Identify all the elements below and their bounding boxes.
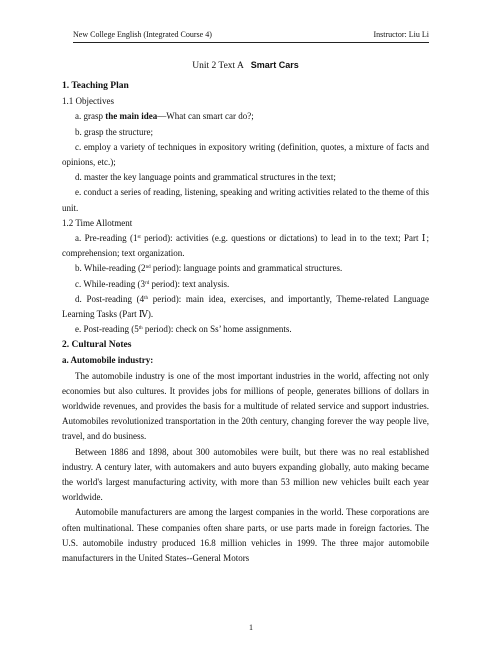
objective-b: b. grasp the structure;: [75, 126, 153, 137]
time-c: [62, 277, 429, 292]
time-a-prefix: a. Pre-reading (1: [75, 233, 138, 244]
section-heading-cultural-notes: 2. Cultural Notes: [62, 340, 132, 351]
unit-label: Unit 2 Text A: [192, 61, 244, 71]
time-b-prefix: b. While-reading (2: [75, 263, 146, 274]
objective-a: [62, 109, 429, 124]
time-b-suffix: period): language points and grammatical structures.: [150, 263, 343, 274]
time-d-prefix: d. Post-reading (4: [75, 293, 145, 304]
time-d-sup: th: [144, 295, 149, 301]
objective-e: e. conduct a series of reading, listening, speaking and writing activities related to the theme of this unit.: [62, 187, 429, 213]
time-e-prefix: e. Post-reading (5: [75, 324, 139, 335]
objective-a-suffix: —What can smart car do?;: [157, 111, 254, 122]
subheading-automobile-industry: a. Automobile industry:: [62, 355, 154, 366]
time-c-sup: rd: [145, 280, 150, 286]
page-number: 1: [249, 623, 253, 632]
time-b: [62, 261, 429, 276]
time-a: [62, 231, 429, 261]
objective-a-prefix: a. grasp: [75, 111, 106, 122]
time-e-suffix: period): check on Ss’ home assignments.: [142, 324, 292, 335]
time-d: [62, 292, 429, 322]
header-course-title: New College English (Integrated Course 4): [73, 30, 212, 39]
time-b-sup: nd: [145, 265, 151, 271]
time-a-sup: st: [137, 235, 141, 241]
objective-a-bold: the main idea: [105, 111, 158, 122]
section-heading-teaching-plan: 1. Teaching Plan: [62, 81, 129, 92]
paragraph-2: Between 1886 and 1898, about 300 automobiles were built, but there was no real established industry. A century later, with automakers and auto buyers expanding globally, auto making became the world's largest manufacturing activity, with more than 53 million new vehicles built each year worldwide.: [62, 446, 429, 503]
objective-c: c. employ a variety of techniques in expository writing (definition, quotes, a mixture of facts and opinions, etc.);: [62, 141, 429, 168]
time-c-prefix: c. While-reading (3: [75, 278, 146, 289]
subheading-time-allotment: 1.2 Time Allotment: [62, 217, 133, 228]
header-instructor: Instructor: Liu Li: [373, 30, 429, 39]
subheading-objectives: 1.1 Objectives: [62, 96, 114, 107]
document-title: [62, 58, 429, 74]
page-header: [73, 29, 429, 43]
time-c-suffix: period): text analysis.: [149, 278, 230, 289]
objective-d: d. master the key language points and grammatical structures in the text;: [75, 172, 336, 183]
time-d-suffix: period): main idea, exercises, and importantly, Theme-related Language Learning Tasks (Part Ⅳ).: [62, 293, 429, 320]
paragraph-3: Automobile manufacturers are among the largest companies in the world. These corporations are often multinational. These companies often share parts, or use parts made in foreign factories. The U.S. automobile industry produced 16.8 million vehicles in 1999. The three major automobile manufacturers in the United States--General Motors: [62, 507, 429, 564]
time-e-sup: th: [138, 326, 143, 332]
document-body: [62, 58, 429, 566]
time-e: [62, 322, 429, 337]
text-title: Smart Cars: [250, 60, 299, 70]
paragraph-1: The automobile industry is one of the most important industries in the world, affecting not only economies but also cultures. It provides jobs for millions of people, generates billions of dollars in worldwide revenues, and provides the basis for a multitude of related service and support industries. Automobiles revolutionized transportation in the 20th century, changing forever the way people live, travel, and do business.: [62, 370, 429, 442]
time-a-suffix: period): activities (e.g. questions or dictations) to lead in to the text; Part Ⅰ; comprehension; text organization.: [62, 233, 429, 259]
